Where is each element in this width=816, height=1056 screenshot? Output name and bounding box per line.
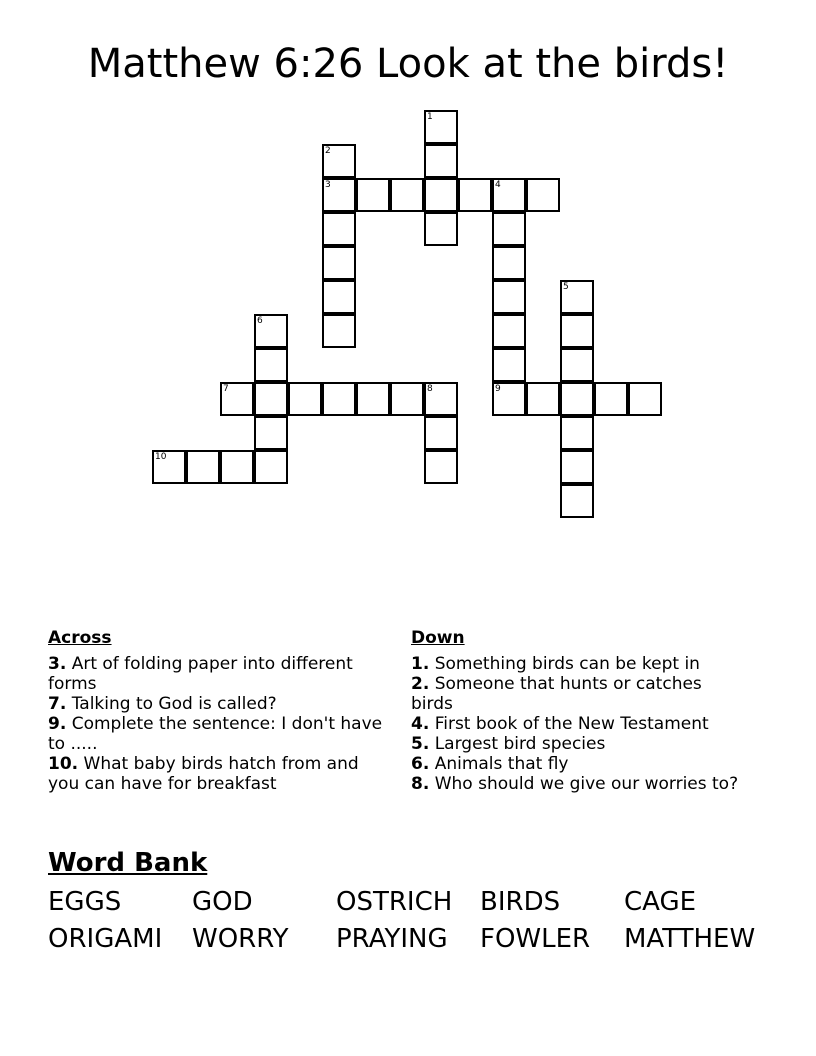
crossword-cell[interactable] bbox=[254, 314, 288, 348]
crossword-cell[interactable] bbox=[322, 280, 356, 314]
word-bank-word: BIRDS bbox=[480, 887, 561, 917]
clue-number: 7 bbox=[223, 384, 229, 394]
crossword-cell[interactable] bbox=[254, 416, 288, 450]
crossword-cell[interactable] bbox=[356, 382, 390, 416]
clue-number: 7. bbox=[48, 694, 67, 714]
crossword-cell[interactable] bbox=[560, 280, 594, 314]
down-clue bbox=[411, 774, 741, 794]
crossword-cell[interactable] bbox=[424, 178, 458, 212]
crossword-cell[interactable] bbox=[390, 382, 424, 416]
crossword-cell[interactable] bbox=[526, 382, 560, 416]
clue-text: Who should we give our worries to? bbox=[429, 774, 739, 794]
clue-number: 3. bbox=[48, 654, 67, 674]
clue-number: 2. bbox=[411, 674, 430, 694]
down-clue bbox=[411, 714, 741, 734]
word-bank-word: OSTRICH bbox=[336, 887, 453, 917]
clue-number: 8. bbox=[411, 774, 430, 794]
crossword-cell[interactable] bbox=[424, 144, 458, 178]
clue-number: 5. bbox=[411, 734, 430, 754]
clue-number: 9 bbox=[495, 384, 501, 394]
clue-number: 1 bbox=[427, 112, 433, 122]
down-clues bbox=[411, 628, 741, 794]
crossword-cell[interactable] bbox=[390, 178, 424, 212]
word-bank-word: MATTHEW bbox=[624, 924, 756, 954]
crossword-cell[interactable] bbox=[254, 450, 288, 484]
crossword-cell[interactable] bbox=[322, 246, 356, 280]
crossword-cell[interactable] bbox=[492, 178, 526, 212]
down-clue bbox=[411, 654, 741, 674]
across-clue bbox=[48, 714, 388, 754]
crossword-cell[interactable] bbox=[560, 450, 594, 484]
crossword-cell[interactable] bbox=[288, 382, 322, 416]
clue-number: 9. bbox=[48, 714, 67, 734]
clue-number: 10. bbox=[48, 754, 79, 774]
crossword-cell[interactable] bbox=[560, 484, 594, 518]
down-clue bbox=[411, 754, 741, 774]
clue-text: Animals that fly bbox=[429, 754, 569, 774]
across-clue bbox=[48, 694, 388, 714]
word-bank-word: ORIGAMI bbox=[48, 924, 163, 954]
crossword-cell[interactable] bbox=[254, 382, 288, 416]
crossword-cell[interactable] bbox=[220, 382, 254, 416]
crossword-cell[interactable] bbox=[492, 348, 526, 382]
clue-number: 2 bbox=[325, 146, 331, 156]
crossword-cell[interactable] bbox=[322, 178, 356, 212]
crossword-cell[interactable] bbox=[356, 178, 390, 212]
crossword-cell[interactable] bbox=[560, 416, 594, 450]
crossword-cell[interactable] bbox=[152, 450, 186, 484]
crossword-cell[interactable] bbox=[628, 382, 662, 416]
crossword-cell[interactable] bbox=[254, 348, 288, 382]
clue-text: Largest bird species bbox=[429, 734, 606, 754]
clue-number: 1. bbox=[411, 654, 430, 674]
word-bank-word: WORRY bbox=[192, 924, 289, 954]
clue-text: Someone that hunts or catches birds bbox=[411, 674, 702, 714]
word-bank-word: CAGE bbox=[624, 887, 697, 917]
crossword-cell[interactable] bbox=[492, 382, 526, 416]
clue-text: First book of the New Testament bbox=[429, 714, 709, 734]
down-clue bbox=[411, 734, 741, 754]
crossword-cell[interactable] bbox=[322, 212, 356, 246]
clue-text: Talking to God is called? bbox=[66, 694, 277, 714]
across-clue bbox=[48, 754, 388, 794]
across-clues bbox=[48, 628, 388, 794]
down-clue bbox=[411, 674, 741, 714]
crossword-cell[interactable] bbox=[560, 348, 594, 382]
word-bank-heading: Word Bank bbox=[48, 848, 208, 878]
across-clue-list bbox=[48, 654, 388, 794]
clue-text: Art of folding paper into different forms bbox=[48, 654, 353, 694]
crossword-cell[interactable] bbox=[424, 382, 458, 416]
crossword-cell[interactable] bbox=[560, 382, 594, 416]
crossword-cell[interactable] bbox=[322, 382, 356, 416]
crossword-cell[interactable] bbox=[424, 450, 458, 484]
clue-number: 6. bbox=[411, 754, 430, 774]
crossword-cell[interactable] bbox=[424, 212, 458, 246]
crossword-cell[interactable] bbox=[458, 178, 492, 212]
crossword-cell[interactable] bbox=[186, 450, 220, 484]
clue-number: 4. bbox=[411, 714, 430, 734]
crossword-cell[interactable] bbox=[220, 450, 254, 484]
crossword-cell[interactable] bbox=[492, 314, 526, 348]
crossword-cell[interactable] bbox=[322, 314, 356, 348]
crossword-cell[interactable] bbox=[322, 144, 356, 178]
clue-number: 3 bbox=[325, 180, 331, 190]
word-bank-word: PRAYING bbox=[336, 924, 448, 954]
clue-number: 8 bbox=[427, 384, 433, 394]
crossword-cell[interactable] bbox=[424, 416, 458, 450]
clue-number: 5 bbox=[563, 282, 569, 292]
word-bank bbox=[48, 884, 788, 958]
crossword-cell[interactable] bbox=[492, 280, 526, 314]
down-heading: Down bbox=[411, 628, 465, 648]
word-bank-word: FOWLER bbox=[480, 924, 591, 954]
clue-text: What baby birds hatch from and you can have for breakfast bbox=[48, 754, 359, 794]
crossword-cell[interactable] bbox=[594, 382, 628, 416]
clue-text: Complete the sentence: I don't have to ..... bbox=[48, 714, 383, 754]
crossword-cell[interactable] bbox=[424, 110, 458, 144]
across-clue bbox=[48, 654, 388, 694]
word-bank-word: EGGS bbox=[48, 887, 122, 917]
clue-text: Something birds can be kept in bbox=[429, 654, 700, 674]
word-bank-word: GOD bbox=[192, 887, 253, 917]
clue-number: 10 bbox=[155, 452, 167, 462]
across-heading: Across bbox=[48, 628, 112, 648]
clue-number: 4 bbox=[495, 180, 501, 190]
crossword-cell[interactable] bbox=[492, 246, 526, 280]
page-title: Matthew 6:26 Look at the birds! bbox=[87, 41, 729, 87]
clue-number: 6 bbox=[257, 316, 263, 326]
crossword-cell[interactable] bbox=[492, 212, 526, 246]
crossword-cell[interactable] bbox=[560, 314, 594, 348]
crossword-cell[interactable] bbox=[526, 178, 560, 212]
down-clue-list bbox=[411, 654, 741, 794]
